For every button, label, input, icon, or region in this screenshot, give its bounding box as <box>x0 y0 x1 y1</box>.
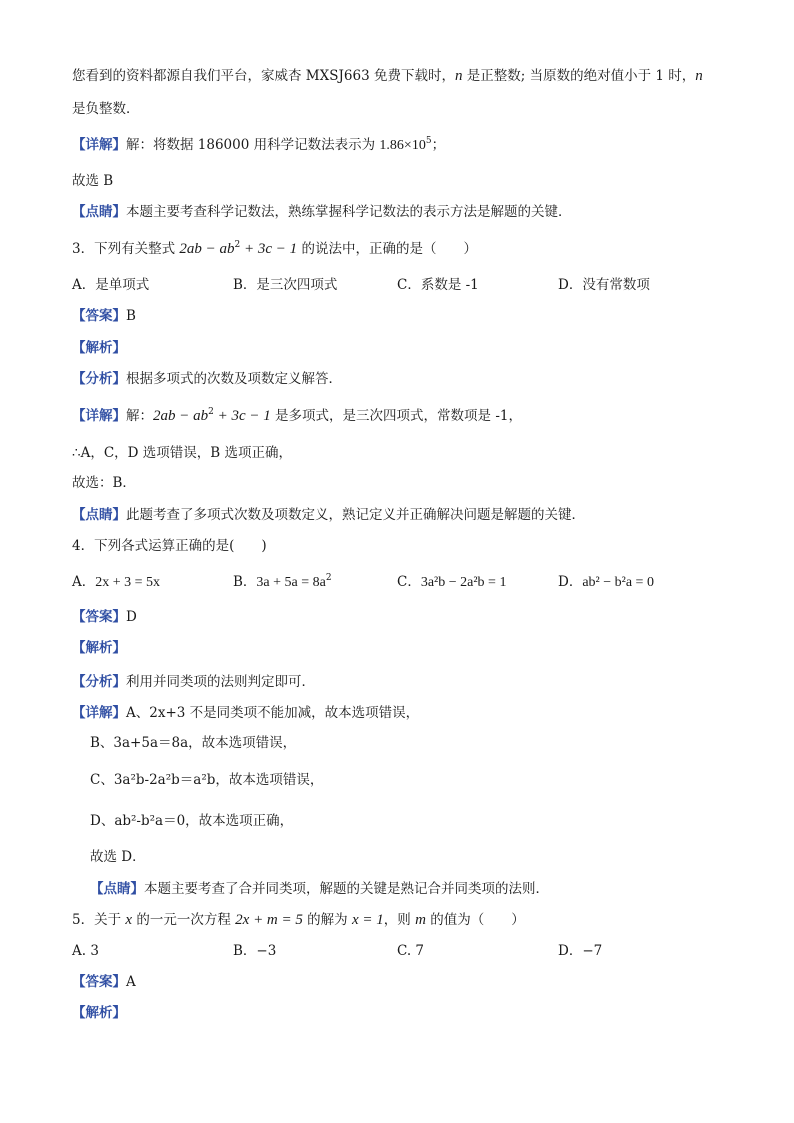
review-tag: 【点睛】 <box>90 881 144 897</box>
detail-tag: 【详解】 <box>72 137 126 153</box>
q3-analysis-tag: 【解析】 <box>72 340 126 356</box>
answer-tag: 【答案】 <box>72 308 126 324</box>
q4-option-d <box>558 573 654 592</box>
option-label: C． <box>397 574 421 590</box>
detail-q2 <box>72 136 445 155</box>
q5-option-d: D．−7 <box>558 943 603 959</box>
q4-detail-b: B、3a+5a＝8a，故本选项错误， <box>90 735 297 751</box>
question-5 <box>72 911 525 929</box>
line1-text-mid: 是正整数; 当原数的绝对值小于 1 时， <box>462 68 696 84</box>
q3-detail <box>72 407 522 425</box>
question-3 <box>72 240 477 258</box>
line1-text: 您看到的资料都源自我们平台，家威杏 MXSJ663 免费下载时， <box>72 68 455 84</box>
detail-text: 解：将数据 186000 用科学记数法表示为 <box>126 137 380 153</box>
text-line-1 <box>72 67 703 85</box>
q3-stem: 3．下列有关整式 <box>72 241 180 257</box>
math-exponent: 2 <box>325 573 332 583</box>
math-expr: + 3c − 1 <box>240 241 298 257</box>
math-exponent: 2 <box>208 407 214 417</box>
q4-detail-c: C、3a²b-2a²b＝a²b，故本选项错误， <box>90 772 324 788</box>
detail-text: 解： <box>126 408 153 424</box>
math-var: m <box>415 912 426 928</box>
review-tag: 【点睛】 <box>72 204 126 220</box>
q4-answer <box>72 608 137 626</box>
math-expr: + 3c − 1 <box>213 408 271 424</box>
math-exponent: 2 <box>234 240 241 250</box>
q3-stem-end: 的说法中，正确的是（ ） <box>297 241 477 257</box>
q3-option-a: A．是单项式 <box>72 277 150 293</box>
q3-fenxi <box>72 370 342 388</box>
question-4: 4．下列各式运算正确的是( ) <box>72 538 267 554</box>
q5-stem: 的一元一次方程 <box>132 912 236 928</box>
q3-option-d: D．没有常数项 <box>558 277 650 293</box>
q3-option-b: B．是三次四项式 <box>233 277 338 293</box>
text-line-2: 是负整数． <box>72 101 140 117</box>
q4-review <box>90 880 549 898</box>
q5-stem-end: 的值为（ ） <box>425 912 525 928</box>
q3-pick: 故选：B． <box>72 475 136 491</box>
math-expr: 2x + m = 5 <box>235 912 303 928</box>
q4-pick: 故选 D． <box>90 849 146 865</box>
answer-tag: 【答案】 <box>72 974 126 990</box>
q4-option-a <box>72 573 160 592</box>
pick-q2: 故选 B <box>72 173 114 189</box>
math-expr: 1.86×10 <box>379 138 426 153</box>
math-expr: 3a + 5a = 8a <box>256 575 326 590</box>
review-q2 <box>72 203 572 221</box>
q4-option-b <box>233 573 332 592</box>
math-var: x <box>125 912 133 928</box>
answer-text: D <box>126 609 137 625</box>
q5-stem: 5．关于 <box>72 912 126 928</box>
math-expr: 2ab − ab <box>179 241 235 257</box>
detail-text-end: 是多项式，是三次四项式，常数项是 -1， <box>270 408 522 424</box>
fenxi-text: 根据多项式的次数及项数定义解答． <box>126 371 342 387</box>
q3-therefore: ∴A，C，D 选项错误，B 选项正确， <box>72 445 292 461</box>
math-n: n <box>695 68 703 84</box>
q5-answer <box>72 973 136 991</box>
answer-tag: 【答案】 <box>72 609 126 625</box>
q4-fenxi <box>72 673 315 691</box>
detail-tag: 【详解】 <box>72 705 126 721</box>
q4-option-c <box>397 573 506 592</box>
math-n: n <box>454 68 463 84</box>
option-label: D． <box>558 574 583 590</box>
math-expr: x = 1 <box>351 912 384 928</box>
q5-option-c: C. 7 <box>397 943 425 959</box>
review-text: 本题主要考查了合并同类项，解题的关键是熟记合并同类项的法则． <box>144 881 549 897</box>
q3-option-c: C．系数是 -1 <box>397 277 479 293</box>
option-label: B． <box>233 574 257 590</box>
fenxi-tag: 【分析】 <box>72 371 126 387</box>
math-expr: 3a²b − 2a²b = 1 <box>420 575 507 590</box>
detail-end: ； <box>431 137 446 153</box>
answer-text: A <box>126 974 136 990</box>
math-expr: 2ab − ab <box>153 408 209 424</box>
fenxi-text: 利用并同类项的法则判定即可． <box>126 674 315 690</box>
q4-detail-d: D、ab²-b²a＝0，故本选项正确， <box>90 813 294 829</box>
q4-analysis-tag: 【解析】 <box>72 640 126 656</box>
q3-answer <box>72 307 136 325</box>
review-tag: 【点睛】 <box>72 507 126 523</box>
q4-detail <box>72 704 419 722</box>
review-text: 此题考查了多项式次数及项数定义，熟记定义并正确解决问题是解题的关键． <box>126 507 585 523</box>
q3-review <box>72 506 585 524</box>
fenxi-tag: 【分析】 <box>72 674 126 690</box>
detail-tag: 【详解】 <box>72 408 126 424</box>
q5-option-a: A. 3 <box>72 943 99 959</box>
math-expr: 2x + 3 = 5x <box>95 575 161 590</box>
option-label: A． <box>72 574 96 590</box>
q5-stem: ，则 <box>383 912 416 928</box>
math-exponent: 5 <box>425 136 432 146</box>
detail-text: A、2x+3 不是同类项不能加减，故本选项错误， <box>126 705 420 721</box>
answer-text: B <box>126 308 136 324</box>
q5-stem: 的解为 <box>302 912 352 928</box>
q5-analysis-tag: 【解析】 <box>72 1005 126 1021</box>
math-expr: ab² − b²a = 0 <box>582 575 654 590</box>
q5-option-b: B．−3 <box>233 943 277 959</box>
review-text: 本题主要考查科学记数法，熟练掌握科学记数法的表示方法是解题的关键． <box>126 204 572 220</box>
